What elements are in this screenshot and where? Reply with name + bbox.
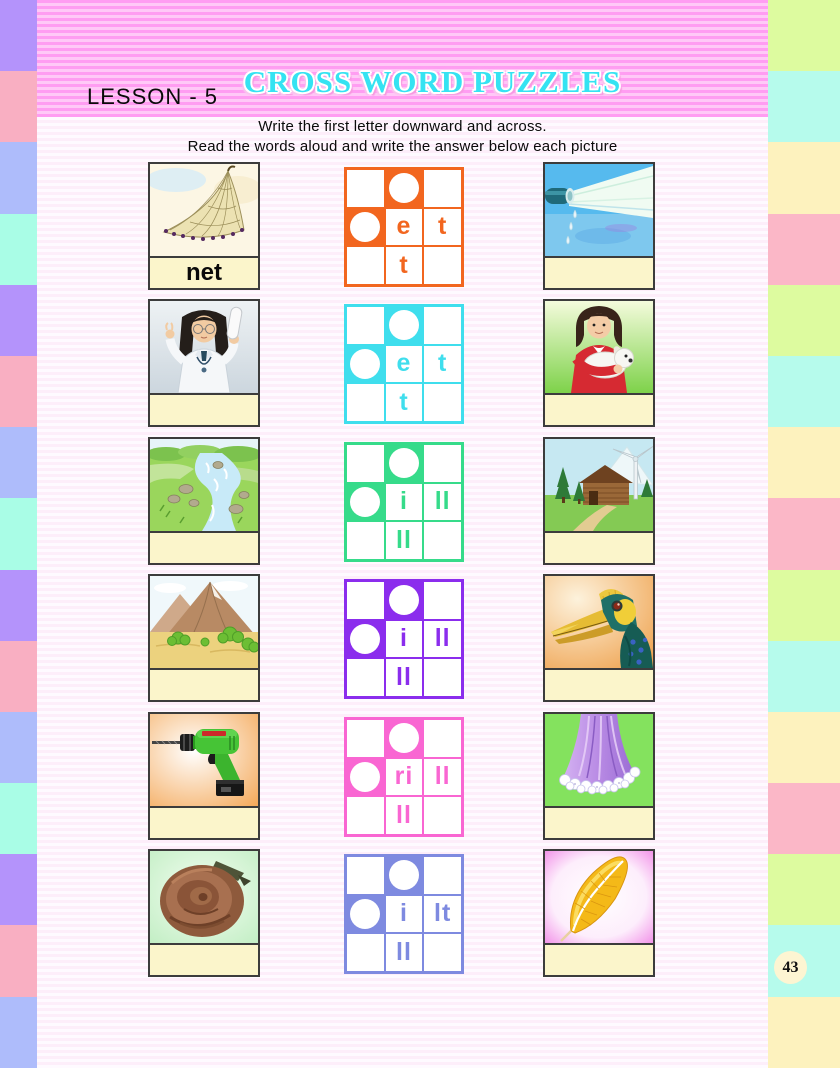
- picture-box: [543, 299, 655, 427]
- border-stripe: [768, 854, 840, 925]
- answer-line[interactable]: [150, 531, 258, 563]
- left-stripe-column: [0, 0, 37, 1068]
- answer-circle[interactable]: [389, 860, 419, 890]
- right-stripe-column: [768, 0, 840, 1068]
- answer-circle[interactable]: [350, 487, 380, 517]
- grid-cell-circle[interactable]: [346, 483, 385, 522]
- grid-cell-letter: ll: [423, 620, 462, 659]
- grid-cell-blank: [423, 856, 462, 895]
- grid-cell-letter: ll: [385, 796, 424, 835]
- grid-cell-blank: [423, 521, 462, 560]
- picture-box: [543, 849, 655, 977]
- crossword-grid: [344, 854, 464, 974]
- border-stripe: [0, 142, 37, 213]
- grid-cell-circle[interactable]: [346, 208, 385, 247]
- border-stripe: [0, 997, 37, 1068]
- instructions: [37, 117, 768, 156]
- answer-line[interactable]: [150, 806, 258, 838]
- grid-cell-letter: ll: [423, 483, 462, 522]
- answer-line[interactable]: [545, 393, 653, 425]
- answer-circle[interactable]: [389, 173, 419, 203]
- grid-cell-letter: i: [385, 620, 424, 659]
- border-stripe: [0, 214, 37, 285]
- border-stripe: [768, 427, 840, 498]
- picture-box: [148, 712, 260, 840]
- picture-box: [148, 849, 260, 977]
- grid-cell-blank: [346, 856, 385, 895]
- answer-circle[interactable]: [350, 899, 380, 929]
- page-number: 43: [774, 951, 807, 984]
- grid-cell-blank: [423, 581, 462, 620]
- border-stripe: [768, 570, 840, 641]
- bill-picture: [545, 576, 653, 668]
- crossword-grid: [344, 304, 464, 424]
- border-stripe: [768, 498, 840, 569]
- answer-circle[interactable]: [389, 723, 419, 753]
- border-stripe: [768, 712, 840, 783]
- grid-cell-letter: i: [385, 895, 424, 934]
- answer-circle[interactable]: [389, 310, 419, 340]
- grid-cell-letter: e: [385, 345, 424, 384]
- quilt-picture: [150, 851, 258, 943]
- wet-picture: [545, 164, 653, 256]
- puzzle-row-2: [37, 299, 768, 431]
- grid-cell-letter: t: [423, 345, 462, 384]
- border-stripe: [0, 427, 37, 498]
- grid-cell-blank: [423, 444, 462, 483]
- grid-cell-letter: e: [385, 208, 424, 247]
- answer-line[interactable]: [545, 668, 653, 700]
- picture-box: [148, 162, 260, 290]
- picture-box: [148, 437, 260, 565]
- grid-cell-letter: t: [423, 208, 462, 247]
- picture-box: [543, 162, 655, 290]
- instruction-line-2: Read the words aloud and write the answer below each picture: [187, 137, 618, 155]
- drill-picture: [150, 714, 258, 806]
- grid-cell-circle[interactable]: [385, 169, 424, 208]
- grid-cell-blank: [423, 383, 462, 422]
- border-stripe: [0, 356, 37, 427]
- answer-circle[interactable]: [350, 624, 380, 654]
- border-stripe: [0, 854, 37, 925]
- border-stripe: [0, 285, 37, 356]
- grid-cell-blank: [423, 796, 462, 835]
- border-stripe: [768, 214, 840, 285]
- picture-box: [148, 299, 260, 427]
- border-stripe: [768, 356, 840, 427]
- rill-picture: [150, 439, 258, 531]
- grid-cell-blank: [346, 719, 385, 758]
- grid-cell-blank: [346, 658, 385, 697]
- grid-cell-circle[interactable]: [385, 719, 424, 758]
- border-stripe: [0, 0, 37, 71]
- grid-cell-circle[interactable]: [346, 758, 385, 797]
- picture-box: [543, 437, 655, 565]
- answer-circle[interactable]: [389, 448, 419, 478]
- crossword-grid: [344, 442, 464, 562]
- border-stripe: [0, 498, 37, 569]
- border-stripe: [768, 997, 840, 1068]
- grid-cell-blank: [346, 383, 385, 422]
- grid-cell-letter: lt: [423, 895, 462, 934]
- border-stripe: [0, 641, 37, 712]
- frill-picture: [545, 714, 653, 806]
- answer-line[interactable]: [150, 393, 258, 425]
- net-picture: [150, 164, 258, 256]
- answer-line[interactable]: [545, 256, 653, 288]
- puzzle-row-3: [37, 437, 768, 569]
- picture-box: [543, 574, 655, 702]
- border-stripe: [768, 142, 840, 213]
- hill-picture: [150, 576, 258, 668]
- lesson-label: LESSON - 5: [87, 84, 219, 109]
- page-content: [37, 0, 768, 1068]
- answer-circle[interactable]: [389, 585, 419, 615]
- mill-picture: [545, 439, 653, 531]
- answer-circle[interactable]: [350, 212, 380, 242]
- border-stripe: [768, 71, 840, 142]
- grid-cell-blank: [423, 658, 462, 697]
- grid-cell-circle[interactable]: [385, 581, 424, 620]
- puzzle-row-6: [37, 849, 768, 981]
- border-stripe: [0, 925, 37, 996]
- quill-picture: [545, 851, 653, 943]
- grid-cell-blank: [423, 169, 462, 208]
- answer-line[interactable]: [545, 943, 653, 975]
- answer-line[interactable]: net: [150, 256, 258, 288]
- grid-cell-circle[interactable]: [385, 444, 424, 483]
- picture-box: [543, 712, 655, 840]
- grid-cell-blank: [346, 246, 385, 285]
- border-stripe: [0, 712, 37, 783]
- grid-cell-blank: [346, 444, 385, 483]
- answer-circle[interactable]: [350, 762, 380, 792]
- border-stripe: [768, 0, 840, 71]
- grid-cell-letter: ll: [385, 933, 424, 972]
- crossword-grid: [344, 717, 464, 837]
- grid-cell-blank: [346, 521, 385, 560]
- pet-picture: [545, 301, 653, 393]
- border-stripe: [0, 570, 37, 641]
- answer-line[interactable]: [545, 806, 653, 838]
- border-stripe: [768, 285, 840, 356]
- answer-circle[interactable]: [350, 349, 380, 379]
- picture-box: [148, 574, 260, 702]
- grid-cell-blank: [423, 933, 462, 972]
- answer-line[interactable]: [150, 668, 258, 700]
- instruction-line-1: Write the first letter downward and across.: [258, 118, 547, 135]
- grid-cell-letter: t: [385, 383, 424, 422]
- border-stripe: [0, 783, 37, 854]
- border-stripe: [768, 783, 840, 854]
- grid-cell-blank: [423, 719, 462, 758]
- answer-line[interactable]: [150, 943, 258, 975]
- grid-cell-blank: [346, 306, 385, 345]
- page-title: CROSS WORD PUZZLES: [243, 64, 622, 99]
- grid-cell-circle[interactable]: [346, 620, 385, 659]
- grid-cell-letter: ll: [385, 658, 424, 697]
- grid-cell-circle[interactable]: [346, 895, 385, 934]
- grid-cell-blank: [423, 306, 462, 345]
- grid-cell-blank: [423, 246, 462, 285]
- grid-cell-circle[interactable]: [346, 345, 385, 384]
- crossword-grid: [344, 167, 464, 287]
- grid-cell-blank: [346, 933, 385, 972]
- grid-cell-letter: t: [385, 246, 424, 285]
- grid-cell-circle[interactable]: [385, 856, 424, 895]
- grid-cell-letter: ll: [385, 521, 424, 560]
- border-stripe: [0, 71, 37, 142]
- crossword-grid: [344, 579, 464, 699]
- answer-line[interactable]: [545, 531, 653, 563]
- grid-cell-letter: ri: [385, 758, 424, 797]
- grid-cell-blank: [346, 581, 385, 620]
- grid-cell-letter: ll: [423, 758, 462, 797]
- grid-cell-circle[interactable]: [385, 306, 424, 345]
- puzzle-row-4: [37, 574, 768, 706]
- grid-cell-letter: i: [385, 483, 424, 522]
- border-stripe: [768, 641, 840, 712]
- grid-cell-blank: [346, 796, 385, 835]
- puzzle-row-1: [37, 162, 768, 294]
- vet-picture: [150, 301, 258, 393]
- grid-cell-blank: [346, 169, 385, 208]
- puzzle-row-5: [37, 712, 768, 844]
